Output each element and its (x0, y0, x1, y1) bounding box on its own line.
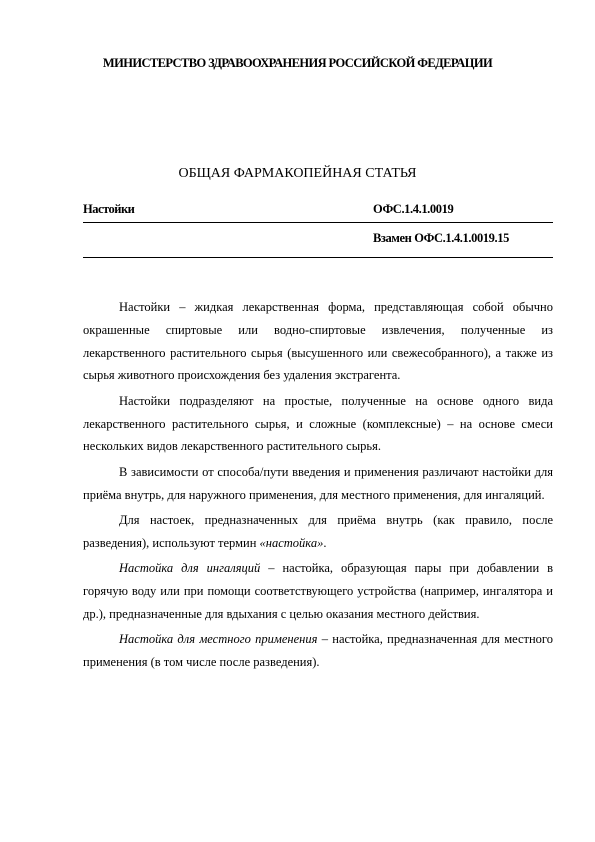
replaces-code: Взамен ОФС.1.4.1.0019.15 (373, 231, 509, 245)
divider-bottom (83, 257, 553, 258)
paragraph-inhalation (83, 557, 553, 625)
divider-top (83, 222, 553, 223)
paragraph-classification: Настойки подразделяют на простые, полученные на основе одного вида лекарственного растительного сырья, и сложные (комплексные) – на основе смеси нескольких видов лекарственного растительного сырья. (83, 393, 553, 454)
paragraph-inhalation-text: – настойка, образующая пары при добавлении в горячую воду или при помощи соответствующего устройства (например, ингалятора и др.), предназначенные для вдыхания с целью оказания местного действия. (83, 561, 554, 621)
paragraph-oral-end: . (323, 535, 327, 550)
paragraph-local-text: – настойка, предназначенная для местного применения (в том числе после разведения). (83, 632, 553, 669)
paragraph-routes: В зависимости от способа/пути введения и применения различают настойки для приёма внутрь, для наружного применения, для местного применения, для ингаляций. (83, 464, 553, 502)
paragraph-definition: Настойки – жидкая лекарственная форма, представляющая собой обычно окрашенные спиртовые или водно-спиртовые извлечения, полученные из лекарственного растительного сырья (высушенного или свежесобранного), а также из сырья животного происхождения без удаления экстрагента. (83, 300, 553, 383)
article-code: ОФС.1.4.1.0019 (373, 202, 454, 216)
ministry-header: МИНИСТЕРСТВО ЗДРАВООХРАНЕНИЯ РОССИЙСКОЙ ФЕДЕРАЦИИ (102, 56, 493, 70)
document-title: ОБЩАЯ ФАРМАКОПЕЙНАЯ СТАТЬЯ (178, 166, 417, 181)
term-inhalation: Настойка для ингаляций (119, 561, 261, 576)
paragraph-oral (83, 509, 553, 555)
paragraph-oral-text: Для настоек, предназначенных для приёма внутрь (как правило, после разведения), используют термин (83, 512, 553, 550)
term-local: Настойка для местного применения (119, 632, 318, 647)
article-name: Настойки (83, 202, 135, 216)
article-body (83, 296, 553, 676)
paragraph-local (83, 628, 553, 674)
term-tincture: «настойка» (259, 535, 324, 550)
